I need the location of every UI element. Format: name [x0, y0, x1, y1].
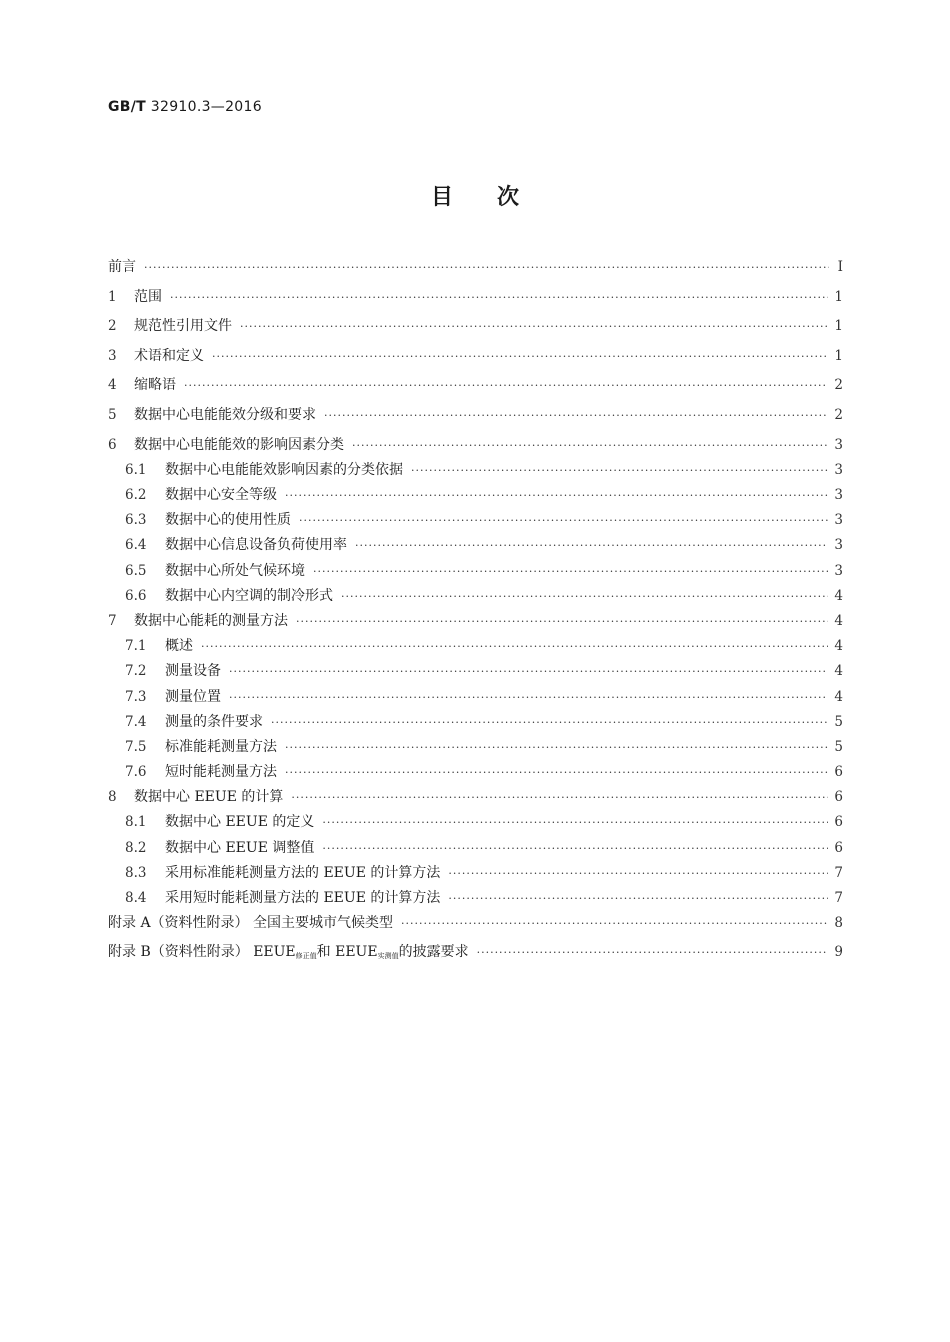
- toc-entry-number: 8.3: [125, 864, 147, 881]
- toc-entry[interactable]: [108, 404, 843, 434]
- toc-entry-page-number: I: [837, 259, 843, 275]
- toc-entry[interactable]: [108, 560, 843, 585]
- toc-entry-page-number: 3: [834, 537, 843, 554]
- toc-entry[interactable]: [108, 941, 843, 971]
- dot-leader: [212, 350, 828, 363]
- dot-leader: [291, 791, 828, 804]
- standard-designation: [108, 99, 262, 115]
- dot-leader: [324, 409, 828, 422]
- toc-entry-title: 数据中心电能能效影响因素的分类依据: [165, 462, 403, 479]
- dot-leader: [201, 640, 828, 653]
- dot-leader: [271, 716, 828, 729]
- dot-leader: [341, 590, 828, 603]
- toc-entry-number: 7.6: [125, 763, 147, 780]
- toc-entry-title: 标准能耗测量方法: [165, 738, 277, 755]
- toc-entry-number: 6.2: [125, 487, 147, 504]
- toc-entry-title: 数据中心信息设备负荷使用率: [165, 537, 347, 554]
- toc-entry-number: 5: [108, 406, 117, 423]
- toc-entry[interactable]: [108, 686, 843, 711]
- toc-entry-page-number: 1: [834, 347, 843, 364]
- standard-prefix: GB/T: [108, 99, 147, 115]
- dot-leader: [285, 766, 828, 779]
- toc-entry-page-number: 5: [834, 713, 843, 730]
- dot-leader: [296, 615, 828, 628]
- toc-entry-title: 范围: [134, 288, 162, 305]
- toc-entry-title: 数据中心 EEUE 调整值: [165, 839, 315, 856]
- toc-entry[interactable]: [108, 459, 843, 484]
- standard-number: 32910.3—2016: [150, 99, 262, 115]
- toc-entry-number: 8.1: [125, 814, 147, 831]
- toc-entry-title-part: 修正值: [295, 952, 317, 961]
- dot-leader: [352, 439, 828, 452]
- toc-entry-number: 7.1: [125, 638, 147, 655]
- toc-entry[interactable]: [108, 286, 843, 316]
- toc-entry-title: 数据中心能耗的测量方法: [134, 612, 288, 629]
- toc-entry-title: 数据中心 EEUE 的计算: [134, 788, 284, 805]
- toc-entry[interactable]: [108, 837, 843, 862]
- toc-entry-page-number: 2: [834, 406, 843, 423]
- toc-entry-number: 8: [108, 788, 117, 805]
- toc-entry-page-number: 1: [834, 288, 843, 305]
- toc-entry[interactable]: [108, 534, 843, 559]
- toc-entry-title: 数据中心电能能效分级和要求: [134, 406, 316, 423]
- dot-leader: [170, 291, 828, 304]
- toc-entry-page-number: 2: [834, 377, 843, 394]
- toc-entry-title: 规范性引用文件: [134, 318, 232, 335]
- dot-leader: [411, 464, 828, 477]
- dot-leader: [401, 917, 828, 930]
- toc-entry-number: 2: [108, 318, 117, 335]
- toc-entry-page-number: 6: [834, 763, 843, 780]
- toc-entry-page-number: 3: [834, 562, 843, 579]
- toc-entry-title: 数据中心内空调的制冷形式: [165, 587, 333, 604]
- toc-entry[interactable]: [108, 711, 843, 736]
- toc-entry-number: 6.5: [125, 562, 147, 579]
- toc-entry-title: 数据中心安全等级: [165, 487, 277, 504]
- toc-entry-title: 采用标准能耗测量方法的 EEUE 的计算方法: [165, 864, 441, 881]
- toc-entry-title: 术语和定义: [134, 347, 204, 364]
- toc-entry-page-number: 4: [834, 688, 843, 705]
- toc-entry-page-number: 6: [834, 814, 843, 831]
- toc-entry-title: 数据中心所处气候环境: [165, 562, 305, 579]
- toc-entry-number: 6.1: [125, 462, 147, 479]
- toc-entry[interactable]: [108, 887, 843, 912]
- toc-entry-number: 6.3: [125, 512, 147, 529]
- toc-entry-title: 前言: [108, 259, 136, 275]
- toc-entry-page-number: 7: [834, 864, 843, 881]
- toc-entry-number: 6.6: [125, 587, 147, 604]
- dot-leader: [144, 261, 829, 274]
- toc-entry-title: 测量的条件要求: [165, 713, 263, 730]
- toc-entry-title-part: 的披露要求: [398, 944, 469, 961]
- toc-entry-page-number: 4: [834, 587, 843, 604]
- dot-leader: [285, 489, 828, 502]
- toc-entry[interactable]: [108, 315, 843, 345]
- dot-leader: [285, 741, 828, 754]
- dot-leader: [229, 691, 828, 704]
- dot-leader: [322, 816, 828, 829]
- toc-entry-page-number: 4: [834, 612, 843, 629]
- toc-entry-page-number: 3: [834, 487, 843, 504]
- toc-entry-page-number: 5: [834, 738, 843, 755]
- toc-entry[interactable]: [108, 912, 843, 942]
- toc-entry-page-number: 3: [834, 436, 843, 453]
- dot-leader: [184, 379, 828, 392]
- toc-entry-number: 6.4: [125, 537, 147, 554]
- toc-entry[interactable]: [108, 585, 843, 610]
- toc-entry-title: 数据中心的使用性质: [165, 512, 291, 529]
- page-title: 目次: [430, 185, 563, 210]
- toc-entry-number: 3: [108, 347, 117, 364]
- toc-entry-page-number: 6: [834, 788, 843, 805]
- dot-leader: [299, 514, 828, 527]
- toc-entry-page-number: 4: [834, 638, 843, 655]
- toc-entry-number: 7.4: [125, 713, 147, 730]
- toc-entry-page-number: 7: [834, 889, 843, 906]
- toc-entry-title: 采用短时能耗测量方法的 EEUE 的计算方法: [165, 889, 441, 906]
- dot-leader: [313, 565, 828, 578]
- toc-entry[interactable]: [108, 484, 843, 509]
- dot-leader: [355, 539, 828, 552]
- toc-entry-page-number: 6: [834, 839, 843, 856]
- toc-entry-number: 7.2: [125, 663, 147, 680]
- toc-entry-number: 7: [108, 612, 117, 629]
- toc-entry-number: 7.3: [125, 688, 147, 705]
- toc-entry[interactable]: [108, 811, 843, 836]
- dot-leader: [448, 867, 828, 880]
- toc-entry-page-number: 9: [834, 944, 843, 961]
- dot-leader: [477, 946, 829, 959]
- toc-entry[interactable]: [108, 635, 843, 660]
- toc-entry-title: 数据中心电能能效的影响因素分类: [134, 436, 344, 453]
- toc-entry-title-part: 实测值: [377, 952, 399, 961]
- toc-entry-number: 6: [108, 436, 117, 453]
- toc-entry-page-number: 4: [834, 663, 843, 680]
- toc-entry[interactable]: [108, 509, 843, 534]
- toc-entry[interactable]: [108, 862, 843, 887]
- toc-entry-number: 4: [108, 377, 117, 394]
- toc-entry-page-number: 1: [834, 318, 843, 335]
- dot-leader: [229, 665, 828, 678]
- toc-entry-title: [108, 941, 469, 961]
- dot-leader: [448, 892, 828, 905]
- table-of-contents: [108, 256, 843, 971]
- toc-entry-title: 缩略语: [134, 377, 176, 394]
- toc-entry-number: 8.2: [125, 839, 147, 856]
- toc-entry-page-number: 8: [834, 914, 843, 931]
- toc-entry[interactable]: [108, 256, 843, 286]
- toc-entry-title: 数据中心 EEUE 的定义: [165, 814, 315, 831]
- toc-entry-title: 短时能耗测量方法: [165, 763, 277, 780]
- toc-entry-title-part: 附录 B（资料性附录） EEUE: [108, 944, 296, 961]
- toc-entry[interactable]: [108, 345, 843, 375]
- dot-leader: [240, 320, 828, 333]
- toc-entry-number: 1: [108, 288, 117, 305]
- dot-leader: [322, 842, 828, 855]
- toc-entry-page-number: 3: [834, 512, 843, 529]
- toc-entry[interactable]: [108, 374, 843, 404]
- toc-entry-title: 附录 A（资料性附录） 全国主要城市气候类型: [108, 914, 394, 931]
- toc-entry-number: 7.5: [125, 738, 147, 755]
- toc-entry[interactable]: [108, 761, 843, 786]
- toc-entry-title-part: 和 EEUE: [316, 944, 378, 961]
- toc-entry-title: 测量位置: [165, 688, 221, 705]
- toc-entry[interactable]: [108, 660, 843, 685]
- toc-entry-number: 8.4: [125, 889, 147, 906]
- toc-entry-page-number: 3: [834, 462, 843, 479]
- toc-entry-title: 概述: [165, 638, 193, 655]
- toc-entry-title: 测量设备: [165, 663, 221, 680]
- toc-entry[interactable]: [108, 736, 843, 761]
